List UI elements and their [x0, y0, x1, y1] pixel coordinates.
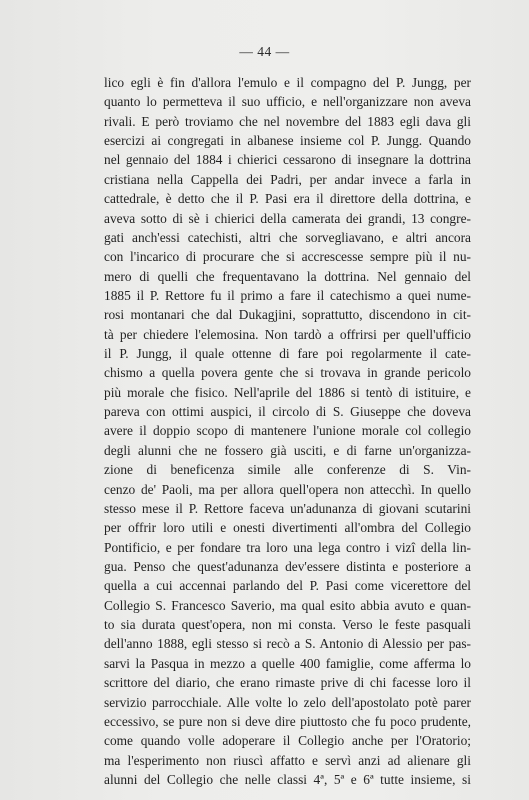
text-line: sarvi la Pasqua in mezzo a quelle 400 famiglie, come afferma lo — [104, 655, 471, 671]
text-line: cenzo de' Paoli, ma per allora quell'opera non attecchì. In quello — [104, 481, 471, 497]
text-line: quella a cui accennai parlando del P. Pasi come vicerettore del — [104, 578, 471, 594]
text-line: avere il doppio scopo di mantenere l'unione morale col collegio — [104, 423, 471, 439]
body-text — [104, 73, 471, 789]
text-line: 1885 il P. Rettore fu il primo a fare il catechismo a quei nume- — [104, 287, 471, 303]
text-line: alunni del Collegio che nelle classi 4ª, 5ª e 6ª tutte insieme, si — [104, 771, 471, 787]
text-line: stesso mese il P. Rettore faceva un'adunanza di giovani scutarini — [104, 500, 471, 516]
text-line: servizio parrocchiale. Alle volte lo zelo dell'apostolato potè parer — [104, 694, 471, 710]
text-line: come quando volle adoperare il Collegio anche per l'Oratorio; — [104, 733, 471, 749]
text-line: cristiana nella Cappella dei Padri, per andar invece a farla in — [104, 171, 471, 187]
text-line: degli alunni che ne fossero già usciti, e di farne un'organizza- — [104, 442, 471, 458]
text-line: nel gennaio del 1884 i chierici cessarono di insegnare la dottrina — [104, 152, 471, 168]
text-line: quanto lo permetteva il suo ufficio, e nell'organizzare non aveva — [104, 94, 471, 110]
text-line: pareva con ottimi auspici, il circolo di S. Giuseppe che doveva — [104, 404, 471, 420]
text-line: ma l'esperimento non riuscì affatto e servì anzi ad alienare gli — [104, 752, 471, 768]
text-line: aveva sotto di sè i chierici della camerata dei grandi, 13 congre- — [104, 210, 471, 226]
text-line: to sia durata quest'opera, non mi consta. Verso le feste pasquali — [104, 617, 471, 633]
text-line: dell'anno 1888, egli stesso si recò a S. Antonio di Alessio per pas- — [104, 636, 471, 652]
text-line: scrittore del diario, che erano rimaste prive di chi facesse loro il — [104, 675, 471, 691]
page-number: — 44 — — [239, 44, 290, 59]
text-line: mero di quelli che frequentavano la dottrina. Nel gennaio del — [104, 268, 471, 284]
text-line: chismo a quella povera gente che si trovava in grande pericolo — [104, 365, 471, 381]
text-line: cattedrale, è detto che il P. Pasi era il direttore della dottrina, e — [104, 191, 471, 207]
text-line: rosi montanari che dal Dukagjini, soprattutto, discendono in cit- — [104, 307, 471, 323]
text-line: il P. Jungg, il quale ottenne di fare poi regolarmente il cate- — [104, 346, 471, 362]
text-line: per offrir loro utili e onesti divertimenti all'ombra del Collegio — [104, 520, 471, 536]
text-line: eccessivo, se pure non si deve dire piuttosto che fu poco prudente, — [104, 713, 471, 729]
text-line: Collegio S. Francesco Saverio, ma qual esito abbia avuto e quan- — [104, 597, 471, 613]
text-line: zione di beneficenza simile alle conferenze di S. Vin- — [104, 462, 471, 478]
text-line: esercizi ai congregati in albanese insieme col P. Jungg. Quando — [104, 133, 471, 149]
text-line: più morale che fisico. Nell'aprile del 1886 si tentò di istituire, e — [104, 384, 471, 400]
text-line: lico egli è fin d'allora l'emulo e il compagno del P. Jungg, per — [104, 75, 471, 90]
text-line: tà per chiedere l'elemosina. Non tardò a offrirsi per quell'ufficio — [104, 326, 471, 342]
text-line: gati anch'essi catechisti, altri che sorvegliavano, e altri ancora — [104, 229, 471, 245]
text-line: gua. Penso che quest'adunanza dev'essere distinta e posteriore a — [104, 558, 471, 574]
text-line: rivali. E però troviamo che nel novembre del 1883 egli dava gli — [104, 113, 471, 129]
text-line: Pontificio, e per fondare tra loro una lega contro i vizî della lin- — [104, 539, 471, 555]
text-line: con l'incarico di procurare che si accrescesse sempre più il nu- — [104, 249, 471, 265]
